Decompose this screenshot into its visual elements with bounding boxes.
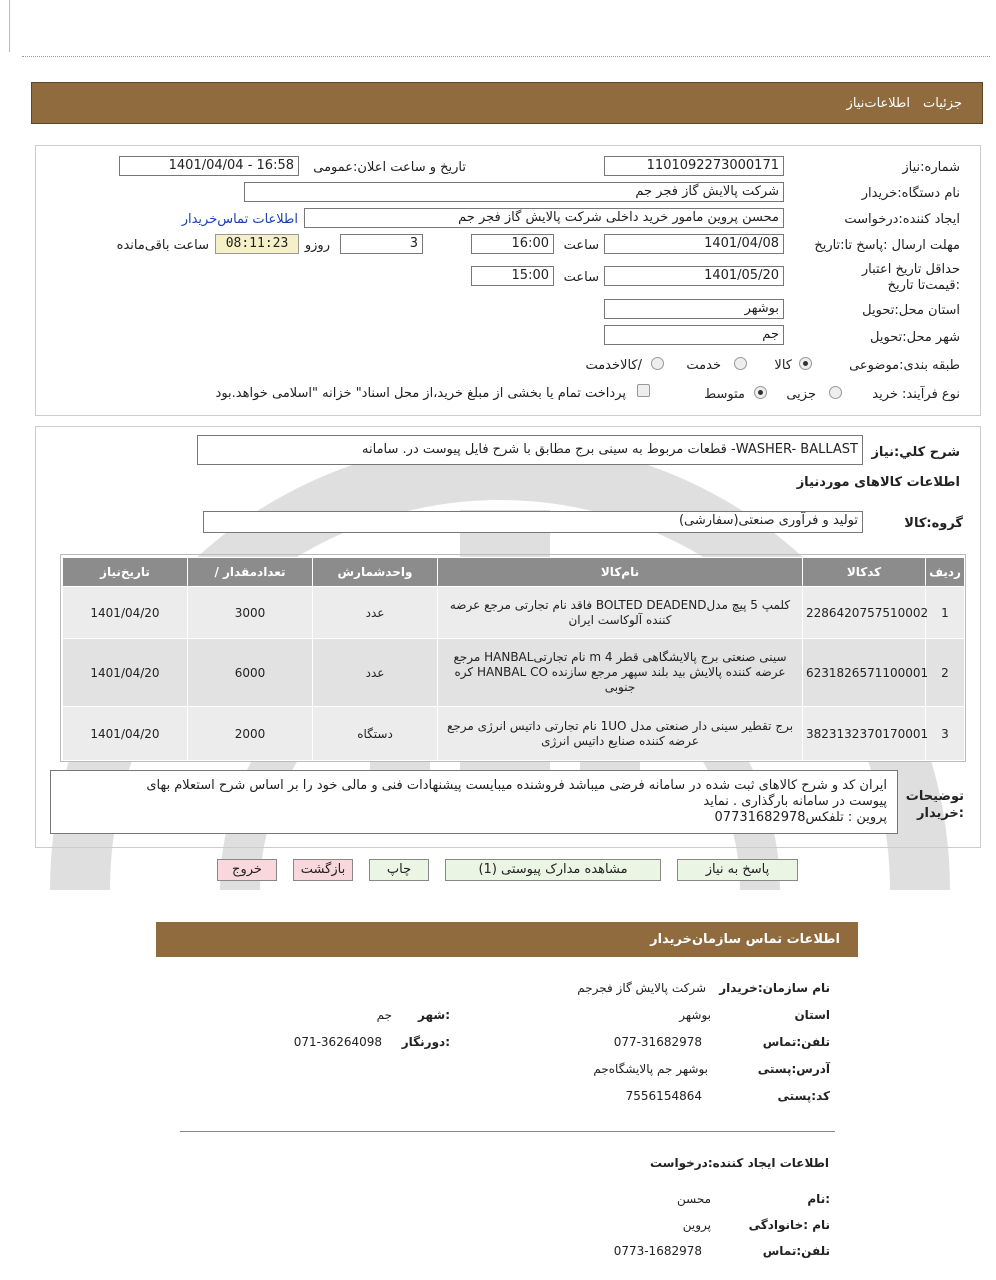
city-field: جم — [604, 325, 784, 345]
goods-info-title: اطلاعات کالاهای موردنیاز — [796, 475, 960, 490]
items-table — [62, 557, 965, 761]
need-number-label: شماره:نیاز — [902, 160, 960, 175]
cell-code: 2286420757510002 — [803, 587, 926, 639]
process-label: نوع فرآیند: خرید — [872, 387, 960, 402]
col-header-quantity: / تعدادمقدار — [188, 558, 313, 587]
contact-phone-label: تلفن:تماس — [762, 1035, 830, 1049]
category-goods-label: کالا — [774, 358, 792, 373]
cell-code: 3823132370170001 — [803, 707, 926, 761]
creator-phone-label: تلفن:تماس — [762, 1244, 830, 1258]
validity-date-field: 1401/05/20 — [604, 266, 784, 286]
announce-field: 1401/04/04 - 16:58 — [119, 156, 299, 176]
cell-code: 6231826571100001 — [803, 639, 926, 707]
deadline-time-field: 16:00 — [471, 234, 554, 254]
print-button[interactable]: چاپ — [369, 859, 429, 881]
general-description-label: شرح کلي:نياز — [871, 445, 960, 460]
contact-address-value: بوشهر جم پالایشگاه‌جم — [593, 1062, 708, 1076]
process-medium-radio[interactable] — [754, 386, 767, 399]
cell-row-number: 3 — [926, 707, 965, 761]
category-both-label: /کالاخدمت — [585, 358, 642, 373]
days-field: 3 — [340, 234, 423, 254]
cell-date: 1401/04/20 — [63, 587, 188, 639]
goods-group-field: تولید و فرآوری صنعتی(سفارشی) — [203, 511, 863, 533]
cell-row-number: 1 — [926, 587, 965, 639]
exit-button[interactable]: خروج — [217, 859, 277, 881]
contact-province-value: بوشهر — [679, 1008, 711, 1022]
reply-button[interactable]: پاسخ به نیاز — [677, 859, 798, 881]
category-service-label: خدمت — [686, 358, 721, 373]
buyer-notes-line: پروین : تلفکس07731682978 — [714, 810, 887, 825]
category-label: طبقه بندی:موضوعی — [849, 358, 960, 373]
contact-address-label: آدرس:پستی — [757, 1062, 830, 1076]
contact-postal-value: 7556154864 — [625, 1089, 702, 1103]
contact-province-label: استان — [794, 1008, 830, 1022]
remaining-timer: 08:11:23 — [215, 234, 299, 254]
col-header-code: کدکالا — [803, 558, 926, 587]
tab-need-info[interactable]: اطلاعات‌نیاز — [846, 96, 910, 111]
cell-name: برج تقطیر سینی دار صنعتی مدل 1UO نام تجارتی داتیس انرژی مرجع عرضه کننده صنایع داتیس انرژی — [438, 707, 803, 761]
process-partial-label: جزیی — [786, 387, 816, 402]
process-partial-radio[interactable] — [829, 386, 842, 399]
table-row — [63, 707, 965, 761]
validity-hour-label: ساعت — [563, 270, 599, 285]
contact-fax-value: 071-36264098 — [293, 1035, 382, 1049]
remaining-label: ساعت باقی‌مانده — [116, 238, 209, 253]
cell-unit: عدد — [313, 639, 438, 707]
page-edge-line — [9, 0, 10, 52]
cell-name: سینی صنعتی برج پالایشگاهی قطر 4 m نام تجارتیHANBAL مرجع عرضه کننده پالایش بید بلند سپهر مرجع سازنده HANBAL CO کره جنوبی — [438, 639, 803, 707]
category-both-radio[interactable] — [651, 357, 664, 370]
page-header-bar — [31, 82, 983, 124]
view-attachments-button[interactable]: مشاهده مدارک پیوستی (1) — [445, 859, 661, 881]
category-service-radio[interactable] — [734, 357, 747, 370]
province-field: بوشهر — [604, 299, 784, 319]
contact-org-value: شرکت پالایش گاز فجرجم — [577, 981, 706, 995]
city-label: شهر محل:تحویل — [870, 330, 960, 345]
buyer-org-field: شرکت پالایش گاز فجر جم — [244, 182, 784, 202]
contact-city-value: جم — [376, 1008, 392, 1022]
contact-city-label: :شهر — [418, 1008, 450, 1022]
cell-quantity: 3000 — [188, 587, 313, 639]
treasury-payment-checkbox[interactable] — [637, 384, 650, 397]
buyer-org-label: نام دستگاه:خریدار — [861, 186, 960, 201]
contact-fax-label: :دورنگار — [401, 1035, 450, 1049]
dotted-divider — [22, 56, 990, 57]
cell-name: کلمپ 5 پیچ مدلBOLTED DEADEND فاقد نام تجارتی مرجع عرضه کننده آلوکاست ایران — [438, 587, 803, 639]
contact-phone-value: 077-31682978 — [613, 1035, 702, 1049]
creator-phone-value: 0773-1682978 — [613, 1244, 702, 1258]
table-row — [63, 587, 965, 639]
creator-info-title: اطلاعات ایجاد کننده:درخواست — [649, 1156, 829, 1170]
validity-time-field: 15:00 — [471, 266, 554, 286]
category-goods-radio[interactable] — [799, 357, 812, 370]
contact-postal-label: کد:پستی — [777, 1089, 830, 1103]
tab-details[interactable]: جزئیات — [923, 96, 962, 111]
deadline-label: مهلت ارسال :پاسخ تا:تاریخ — [814, 238, 960, 253]
col-header-date: تاریخ‌نیاز — [63, 558, 188, 587]
creator-family-value: پروین — [682, 1218, 711, 1232]
treasury-payment-note: پرداخت تمام یا بخشی از مبلغ خرید،از محل اسناد" خزانه "اسلامی خواهد.بود — [215, 386, 626, 401]
contact-divider — [180, 1131, 835, 1132]
creator-name-value: محسن — [676, 1192, 711, 1206]
process-medium-label: متوسط — [704, 387, 745, 402]
cell-unit: دستگاه — [313, 707, 438, 761]
province-label: استان محل:تحویل — [862, 303, 960, 318]
cell-quantity: 2000 — [188, 707, 313, 761]
buyer-notes-box — [50, 770, 898, 834]
back-button[interactable]: بازگشت — [293, 859, 353, 881]
buyer-contact-link[interactable]: اطلاعات تماس‌خریدار — [181, 212, 298, 227]
creator-label: ایجاد کننده:درخواست — [844, 212, 960, 227]
buyer-contact-title: اطلاعات تماس سازمان‌خریدار — [650, 932, 840, 947]
validity-label: حداقل تاریخ اعتبار :قیمت‌تا تاریخ — [861, 262, 960, 293]
buyer-contact-header — [156, 922, 858, 957]
creator-field: محسن پروین مامور خرید داخلی شرکت پالایش گاز فجر جم — [304, 208, 784, 228]
creator-family-label: نام :خانوادگی — [748, 1218, 830, 1232]
cell-unit: عدد — [313, 587, 438, 639]
days-label: روزو — [304, 238, 330, 253]
buyer-notes-line: ایران کد و شرح کالاهای ثبت شده در سامانه فرضی میباشد فروشنده میبایست پیشنهادات فنی و مالی خود را بر اساس شرح استعلام بهای — [146, 778, 887, 793]
deadline-date-field: 1401/04/08 — [604, 234, 784, 254]
cell-date: 1401/04/20 — [63, 639, 188, 707]
need-number-field: 1101092273000171 — [604, 156, 784, 176]
announce-label: تاریخ و ساعت اعلان:عمومی — [313, 160, 466, 175]
col-header-row: ردیف — [926, 558, 965, 587]
col-header-name: نام‌کالا — [438, 558, 803, 587]
table-row — [63, 639, 965, 707]
general-description-field: WASHER- BALLAST- قطعات مربوط به سینی برج مطابق با شرح فایل پیوست در. سامانه — [197, 435, 863, 465]
col-header-unit: واحدشمارش — [313, 558, 438, 587]
goods-group-label: گروه:کالا — [904, 516, 963, 531]
cell-quantity: 6000 — [188, 639, 313, 707]
cell-row-number: 2 — [926, 639, 965, 707]
buyer-notes-label: توضیحات :خریدار — [905, 789, 964, 821]
deadline-hour-label: ساعت — [563, 238, 599, 253]
cell-date: 1401/04/20 — [63, 707, 188, 761]
creator-name-label: :نام — [807, 1192, 830, 1206]
contact-org-label: نام سازمان:خریدار — [719, 981, 830, 995]
buyer-notes-line: پیوست در سامانه بارگذاری . نماید — [703, 794, 887, 809]
